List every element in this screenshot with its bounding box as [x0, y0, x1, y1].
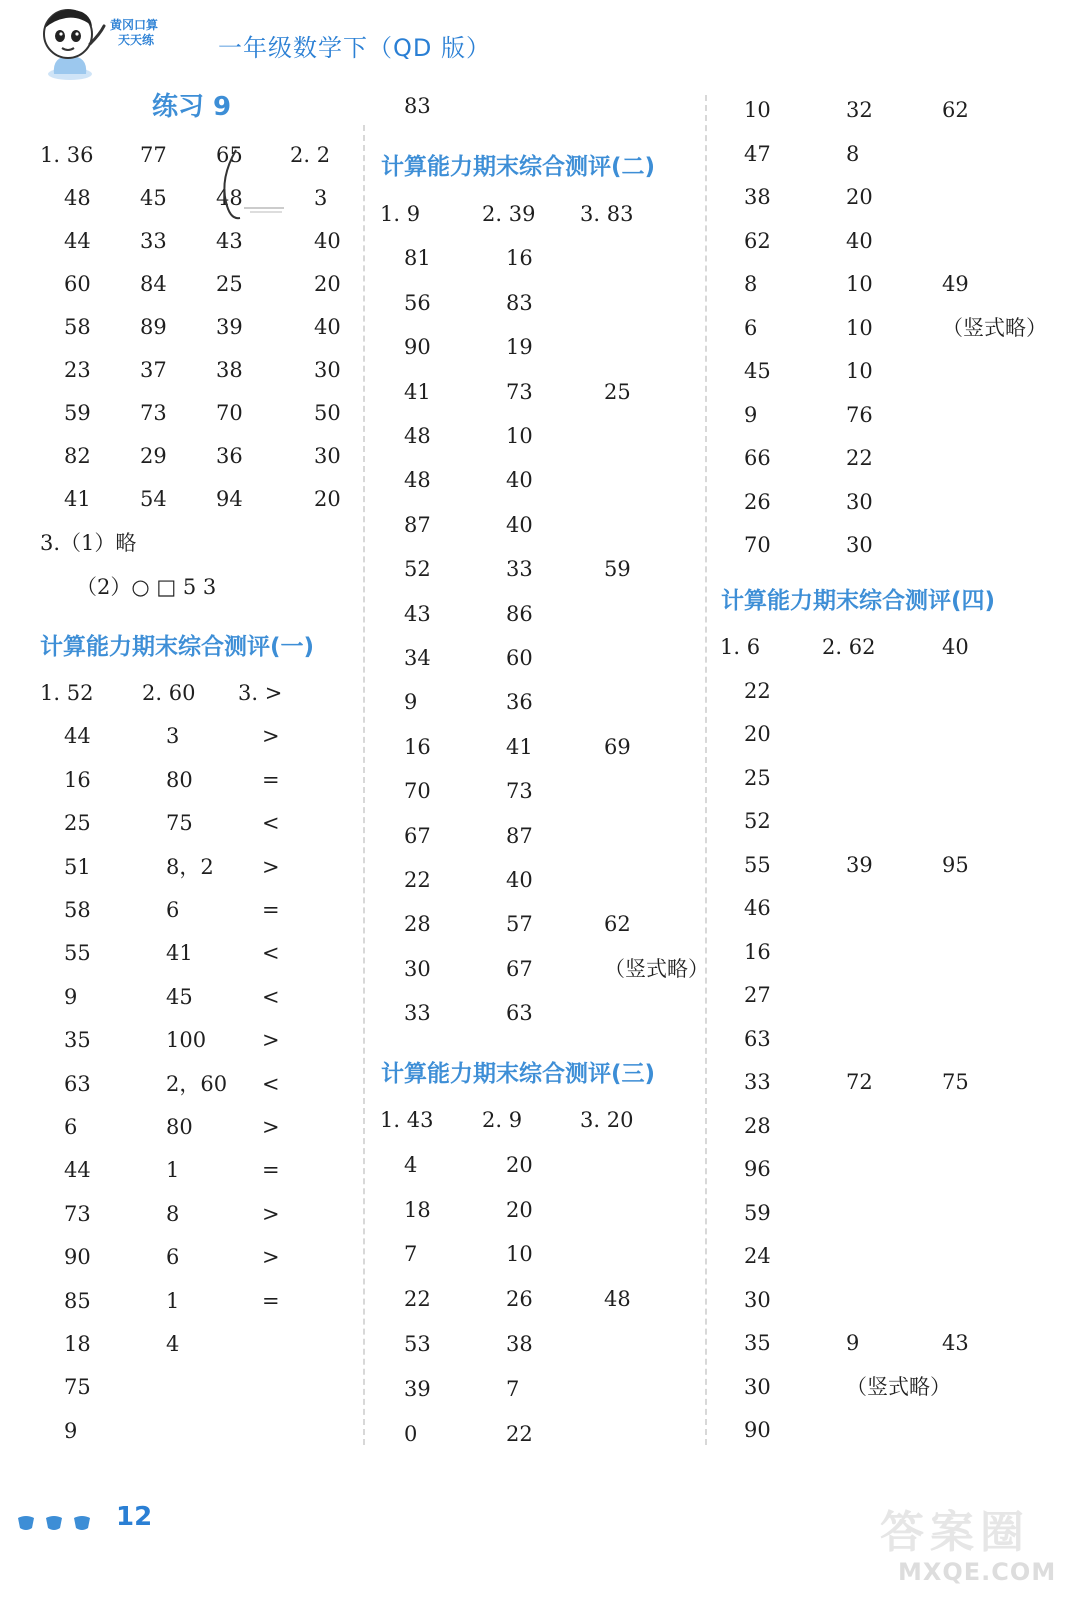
answer-cell: 35: [64, 1028, 91, 1053]
answer-cell: 58: [64, 898, 91, 922]
answer-cell: 10: [506, 424, 533, 448]
answer-cell: 89: [140, 315, 167, 339]
answer-cell: 67: [506, 956, 533, 981]
answer-cell: 20: [506, 1197, 533, 1222]
q3-line-1: 3.（1）略: [40, 531, 137, 555]
answer-cell: 3. 20: [580, 1108, 634, 1132]
answer-cell: （竖式略）: [942, 315, 1047, 340]
answer-cell: 20: [846, 185, 873, 209]
answer-cell: 63: [506, 1001, 533, 1026]
answer-cell: 39: [404, 1376, 431, 1401]
answer-cell: 30: [314, 444, 341, 468]
answer-cell: 65: [216, 143, 243, 167]
answer-cell: 80: [166, 1115, 193, 1139]
answer-cell: 62: [604, 912, 631, 937]
answer-cell: 53: [404, 1332, 431, 1356]
answer-cell: 20: [506, 1152, 533, 1177]
answer-cell: 48: [404, 468, 431, 493]
answer-cell: 37: [140, 358, 167, 382]
answer-cell: 59: [604, 557, 631, 582]
answer-cell: 7: [404, 1242, 418, 1267]
answer-cell: 50: [314, 401, 341, 425]
answer-cell: 36: [506, 690, 533, 715]
column-divider: [705, 95, 707, 1445]
answer-cell: 6: [166, 898, 180, 922]
answer-cell: 30: [744, 1374, 771, 1399]
answer-cell: 45: [744, 359, 771, 383]
book-title: 一年级数学下（QD 版）: [218, 34, 491, 62]
answer-cell: >: [262, 1245, 280, 1270]
answer-cell: 80: [166, 767, 193, 792]
answer-cell: 36: [216, 444, 243, 468]
answer-cell: 73: [140, 401, 167, 425]
answer-cell: 38: [506, 1332, 533, 1356]
answer-cell: 43: [404, 601, 431, 626]
answer-cell: 1. 43: [380, 1108, 434, 1132]
answer-cell: >: [262, 1028, 280, 1053]
answer-cell: 62: [942, 98, 969, 122]
answer-cell: 0: [404, 1421, 418, 1446]
answer-cell: 9: [64, 984, 78, 1009]
answer-cell: 41: [506, 734, 533, 759]
brand-line-1: 黄冈口算: [110, 18, 159, 32]
answer-cell: 25: [216, 272, 243, 296]
answer-cell: 8: [846, 141, 860, 166]
answer-cell: 1. 6: [720, 635, 761, 659]
answer-cell: 9: [846, 1331, 860, 1355]
q3-line-2: （2）○ □ 5 3: [76, 575, 217, 599]
answer-cell: 33: [140, 229, 167, 253]
answer-cell: 55: [744, 852, 771, 877]
answer-cell: 16: [744, 939, 771, 964]
answer-cell: 51: [64, 854, 91, 879]
answer-cell: 83: [506, 290, 533, 315]
answer-cell: 100: [166, 1028, 207, 1053]
answer-cell: <: [262, 984, 280, 1009]
answer-cell: <: [262, 811, 280, 836]
answer-cell: 2，60: [166, 1071, 228, 1096]
answer-cell: =: [262, 1288, 280, 1313]
answer-cell: 22: [404, 1287, 431, 1312]
answer-cell: 26: [744, 489, 771, 514]
answer-cell: 9: [744, 402, 758, 427]
answer-cell: 6: [744, 315, 758, 340]
answer-cell: （竖式略）: [846, 1374, 951, 1399]
answer-cell: 26: [506, 1287, 533, 1312]
answer-cell: 4: [404, 1152, 418, 1177]
section-title-practice9: 练习 9: [152, 92, 232, 122]
section-title-test2: 计算能力期末综合测评(二): [381, 154, 656, 180]
answer-cell: 40: [846, 228, 873, 253]
answer-cell: 39: [216, 315, 243, 339]
answer-cell: 41: [404, 379, 431, 404]
answer-cell: 90: [64, 1245, 91, 1270]
answer-cell: 10: [846, 272, 873, 296]
answer-cell: 40: [942, 635, 969, 659]
answer-cell: 75: [942, 1070, 969, 1094]
answer-cell: 9: [404, 690, 418, 715]
answer-cell: 6: [64, 1115, 78, 1139]
answer-cell: 8，2: [166, 854, 214, 879]
answer-cell: 2. 39: [482, 202, 536, 226]
answer-cell: 1. 36: [40, 143, 94, 167]
answer-cell: 9: [64, 1418, 78, 1443]
answer-cell: 43: [216, 229, 243, 253]
answer-cell: 70: [404, 779, 431, 804]
answer-cell: 25: [64, 811, 91, 836]
answer-cell: 59: [64, 401, 91, 425]
answer-cell: 73: [506, 379, 533, 404]
section-title-test1: 计算能力期末综合测评(一): [40, 634, 315, 660]
answer-cell: 1. 52: [40, 681, 94, 705]
answer-cell: 34: [404, 646, 431, 670]
answer-cell: =: [262, 1158, 280, 1183]
answer-cell: 24: [744, 1244, 771, 1268]
answer-cell: 52: [744, 809, 771, 833]
answer-cell: 63: [64, 1071, 91, 1096]
answer-cell: 47: [744, 141, 771, 166]
handwriting-scribble-icon: [214, 142, 294, 240]
answer-cell: 18: [64, 1332, 91, 1356]
answer-cell: 10: [744, 98, 771, 122]
answer-cell: 3: [166, 724, 180, 749]
answer-cell: 70: [216, 401, 243, 425]
answer-cell: =: [262, 898, 280, 922]
answer-cell: 25: [744, 765, 771, 790]
answer-cell: 20: [314, 272, 341, 296]
answer-cell: 8: [744, 272, 758, 296]
answer-cell: 82: [64, 444, 91, 468]
answer-cell: 49: [942, 272, 969, 296]
answer-cell: 77: [140, 143, 167, 167]
answer-cell: 94: [216, 487, 243, 511]
answer-cell: 28: [404, 912, 431, 937]
answer-cell: 62: [744, 228, 771, 253]
answer-cell: 1: [166, 1158, 180, 1183]
answer-cell: 40: [314, 315, 341, 339]
answer-cell: 30: [846, 533, 873, 557]
answer-cell: 38: [744, 185, 771, 209]
answer-cell: 95: [942, 852, 969, 877]
answer-cell: >: [262, 854, 280, 879]
answer-cell: 27: [744, 983, 771, 1007]
answer-cell: 73: [64, 1201, 91, 1226]
answer-cell: 44: [64, 1158, 91, 1183]
answer-cell: 52: [404, 557, 431, 582]
brand-line-2: 天天练: [118, 33, 155, 47]
answer-cell: 4: [166, 1332, 180, 1356]
answer-cell: 1: [166, 1288, 180, 1313]
answer-cell: 16: [506, 246, 533, 271]
footer-bear-icon: [16, 1514, 106, 1534]
answer-cell: =: [262, 767, 280, 792]
answer-cell: 40: [506, 468, 533, 493]
answer-cell: 86: [506, 601, 533, 626]
answer-cell: 30: [744, 1287, 771, 1312]
answer-cell: 2. 9: [482, 1108, 523, 1132]
answer-cell: >: [262, 724, 280, 749]
answer-cell: 23: [64, 358, 91, 382]
answer-cell: 87: [506, 823, 533, 848]
answer-cell: 44: [64, 724, 91, 749]
answer-cell: 35: [744, 1331, 771, 1355]
watermark-logo-text: 答案圈: [880, 1507, 1030, 1558]
answer-cell: 19: [506, 335, 533, 360]
answer-cell: 32: [846, 98, 873, 122]
answer-cell: 2. 60: [142, 681, 196, 705]
answer-cell: 57: [506, 912, 533, 937]
answer-cell: 75: [166, 811, 193, 836]
answer-cell: 29: [140, 444, 167, 468]
column-divider: [363, 125, 365, 1445]
answer-cell: 70: [744, 533, 771, 557]
answer-cell: 76: [846, 402, 873, 427]
answer-cell: 48: [604, 1287, 631, 1312]
answer-cell: 22: [846, 446, 873, 470]
answer-cell: 55: [64, 941, 91, 966]
answer-cell: >: [262, 1201, 280, 1226]
answer-cell: 6: [166, 1245, 180, 1270]
answer-cell: 38: [216, 358, 243, 382]
answer-cell: 7: [506, 1376, 520, 1401]
answer-cell: 16: [404, 734, 431, 759]
brand-logo: [110, 18, 158, 48]
answer-cell: 48: [216, 186, 243, 210]
answer-cell: 81: [404, 246, 431, 271]
answer-cell: 73: [506, 779, 533, 804]
answer-cell: 46: [744, 896, 771, 920]
answer-cell: 96: [744, 1157, 771, 1181]
answer-cell: 84: [140, 272, 167, 296]
answer-cell: 33: [744, 1070, 771, 1094]
answer-cell: 25: [604, 379, 631, 404]
answer-cell: 56: [404, 290, 431, 315]
answer-cell: 3. 83: [580, 202, 634, 226]
answer-cell: 2. 2: [290, 143, 331, 167]
answer-cell: 10: [846, 359, 873, 383]
answer-cell: 63: [744, 1026, 771, 1051]
answer-cell: 48: [64, 186, 91, 210]
answer-cell: 48: [404, 424, 431, 448]
answer-cell: 20: [744, 722, 771, 746]
answer-cell: 90: [744, 1418, 771, 1442]
answer-cell: 67: [404, 823, 431, 848]
answer-cell: 85: [64, 1288, 91, 1313]
answer-cell: 1. 9: [380, 202, 421, 226]
answer-cell: <: [262, 1071, 280, 1096]
answer-cell: 33: [506, 557, 533, 582]
answer-cell: 40: [506, 868, 533, 892]
answer-cell: 60: [506, 646, 533, 670]
answer-cell: 69: [604, 734, 631, 759]
answer-cell: 59: [744, 1200, 771, 1225]
answer-cell: 60: [64, 272, 91, 296]
watermark: [880, 1496, 1070, 1600]
answer-cell: 16: [64, 767, 91, 792]
answer-cell: 43: [942, 1331, 969, 1355]
answer-cell: <: [262, 941, 280, 966]
answer-cell: 10: [506, 1242, 533, 1267]
answer-cell: 66: [744, 446, 771, 470]
answer-cell: 2. 62: [822, 635, 876, 659]
answer-cell: 87: [404, 512, 431, 537]
answer-cell: 8: [166, 1201, 180, 1226]
answer-cell: 40: [506, 512, 533, 537]
answer-cell: 10: [846, 315, 873, 340]
answer-cell: 41: [64, 487, 91, 511]
answer-cell: 58: [64, 315, 91, 339]
mascot-icon: [30, 4, 110, 80]
answer-cell: 22: [744, 678, 771, 703]
answer-cell: 90: [404, 335, 431, 360]
answer-cell: 30: [404, 956, 431, 981]
answer-cell: 54: [140, 487, 167, 511]
answer-cell: （竖式略）: [604, 956, 709, 981]
answer-cell: 45: [166, 984, 193, 1009]
answer-cell: 22: [506, 1421, 533, 1446]
answer-cell: 18: [404, 1197, 431, 1222]
answer-cell: 45: [140, 186, 167, 210]
section-title-test4: 计算能力期末综合测评(四): [721, 588, 996, 614]
page-header: [0, 0, 1075, 80]
answer-cell: 33: [404, 1001, 431, 1026]
answer-cell: >: [262, 1115, 280, 1139]
answer-cell: 28: [744, 1113, 771, 1138]
answer-cell: 75: [64, 1375, 91, 1400]
watermark-url: MXQE.COM: [898, 1558, 1057, 1586]
answer-cell: 30: [314, 358, 341, 382]
answer-cell: 22: [404, 868, 431, 892]
answer-cell: 41: [166, 941, 193, 966]
answer-cell: 44: [64, 229, 91, 253]
answer-cell: 40: [314, 229, 341, 253]
section-title-test3: 计算能力期末综合测评(三): [381, 1061, 656, 1087]
col2-top-value: 83: [404, 94, 431, 118]
answer-cell: 39: [846, 852, 873, 877]
answer-cell: 3. >: [238, 681, 283, 705]
page-number: 12: [116, 1502, 153, 1532]
answer-cell: 30: [846, 489, 873, 514]
answer-cell: 20: [314, 487, 341, 511]
answer-cell: 3: [314, 186, 328, 210]
answer-cell: 72: [846, 1070, 873, 1094]
